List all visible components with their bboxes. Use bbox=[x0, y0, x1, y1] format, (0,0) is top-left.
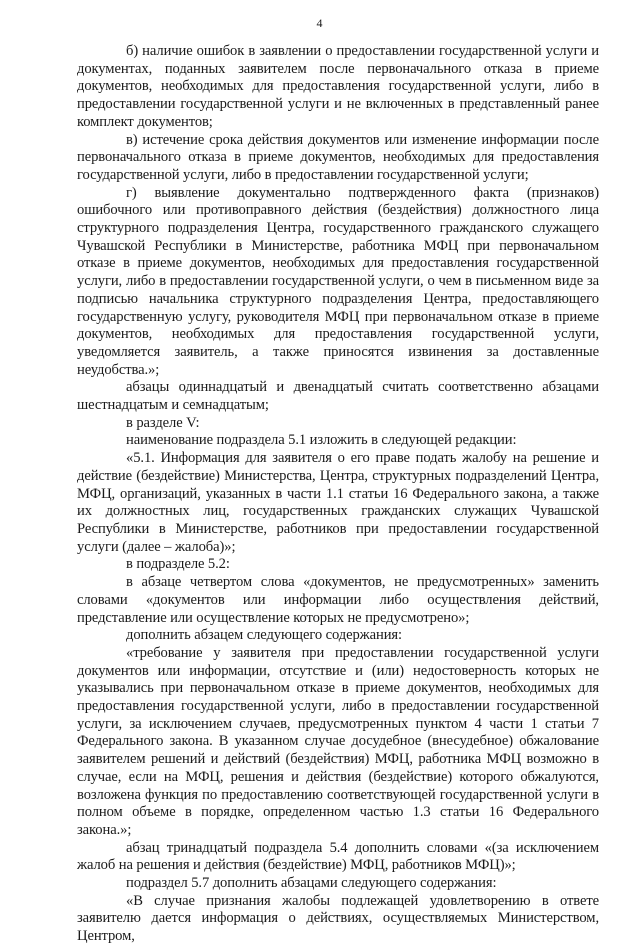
paragraph: «требование у заявителя при предоставлении государственной услуги документов или информации, отсутствие и (или) недостоверность которых не указывались при первоначальном отказе в приеме документов, необходимых для предоставления государственной услуги, либо в предоставлении государственной услуги, за исключением случаев, предусмотренных пунктом 4 части 1 статьи 7 Федерального закона. В указанном случае досудебное (внесудебное) обжалование заявителем решений и действий (бездействия) МФЦ, работника МФЦ возможно в случае, если на МФЦ, решения и действия (бездействие) которого обжалуются, возложена функция по предоставлению соответствующей государственной услуги в полном объеме в порядке, определенном частью 1.3 статьи 16 Федерального закона.»; bbox=[77, 644, 599, 838]
paragraph: в подразделе 5.2: bbox=[126, 556, 230, 573]
paragraph: наименование подраздела 5.1 изложить в следующей редакции: bbox=[126, 432, 517, 449]
page-number: 4 bbox=[316, 16, 323, 30]
paragraph: абзацы одиннадцатый и двенадцатый считать соответственно абзацами шестнадцатым и семнадцатым; bbox=[77, 379, 599, 414]
paragraph: в абзаце четвертом слова «документов, не предусмотренных» заменить словами «документов или информации либо осуществления действий, представление или осуществление которых не предусмотрено»; bbox=[77, 574, 599, 626]
document-body bbox=[77, 43, 599, 946]
paragraph: в) истечение срока действия документов или изменение информации после первоначального отказа в приеме документов, необходимых для предоставления государственной услуги, либо в предоставлении государственной услуги; bbox=[77, 131, 599, 183]
paragraph: г) выявление документально подтвержденного факта (признаков) ошибочного или противоправного действия (бездействия) должностного лица структурного подразделения Центра, государственного гражданского служащего Чувашской Республики в Министерстве, работника МФЦ при первоначальном отказе в приеме документов, необходимых для предоставления государственной услуги, либо в предоставлении государственной услуги, о чем в письменном виде за подписью начальника структурного подразделения Центра, предоставляющего государственную услугу, руководителя МФЦ при первоначальном отказе в приеме документов, необходимых для предоставления государственной услуги, уведомляется заявитель, а также приносятся извинения за доставленные неудобства.»; bbox=[77, 184, 599, 378]
paragraph: абзац тринадцатый подраздела 5.4 дополнить словами «(за исключением жалоб на решения и действия (бездействие) МФЦ, работников МФЦ)»; bbox=[77, 839, 599, 874]
paragraph: «5.1. Информация для заявителя о его праве подать жалобу на решение и действие (бездействие) Министерства, Центра, структурных подразделений Центра, МФЦ, организаций, указанных в части 1.1 статьи 16 Федерального закона, а также их должностных лиц, государственных гражданских служащих Чувашской Республики в Министерстве, работников при предоставлении государственной услуги (далее – жалоба)»; bbox=[77, 450, 599, 555]
paragraph: дополнить абзацем следующего содержания: bbox=[126, 627, 402, 644]
paragraph: б) наличие ошибок в заявлении о предоставлении государственной услуги и документах, поданных заявителем после первоначального отказа в приеме документов, необходимых для предоставления государственной услуги, либо в предоставлении государственной услуги и не включенных в представленный ранее комплект документов; bbox=[77, 43, 599, 130]
paragraph: «В случае признания жалобы подлежащей удовлетворению в ответе заявителю дается информация о действиях, осуществляемых Министерством, Центром, bbox=[77, 892, 599, 945]
paragraph: в разделе V: bbox=[126, 414, 200, 431]
paragraph: подраздел 5.7 дополнить абзацами следующего содержания: bbox=[126, 875, 497, 892]
